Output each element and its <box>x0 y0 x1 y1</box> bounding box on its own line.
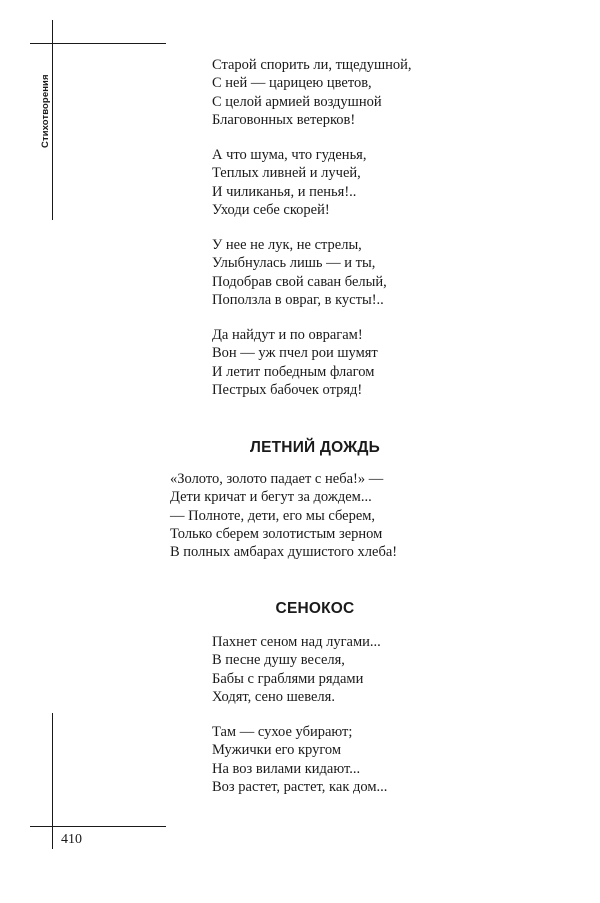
stanza-3 <box>212 236 387 309</box>
poem-line: Да найдут и по оврагам! <box>212 327 363 343</box>
stanza-2 <box>212 146 366 219</box>
stanza-1 <box>212 56 412 129</box>
running-head-text: Стихотворения <box>40 74 51 148</box>
poem-line: И летит победным флагом <box>212 363 375 380</box>
poem-line: Поползла в овраг, в кусты!.. <box>212 291 384 308</box>
poem-line: Мужички его кругом <box>212 742 342 759</box>
poem-line: У нее не лук, не стрелы, <box>212 237 362 253</box>
poem-line: В полных амбарах душистого хлеба! <box>170 544 398 561</box>
poem-line: Уходи себе скорей! <box>212 201 330 218</box>
poem-line: Благовонных ветерков! <box>212 111 356 128</box>
bottom-horizontal-rule <box>30 826 166 827</box>
poem-line: С ней — царицею цветов, <box>212 75 372 92</box>
poem-line: Воз растет, растет, как дом... <box>212 778 388 795</box>
poem-line: — Полноте, дети, его мы сберем, <box>170 507 376 524</box>
poem-line: Вон — уж пчел рои шумят <box>212 345 378 362</box>
poem-line: А что шума, что гуденья, <box>212 147 367 163</box>
poem-line: Дети кричат и бегут за дождем... <box>170 489 372 506</box>
poem-line: В песне душу веселя, <box>212 652 345 669</box>
poem-line: «Золото, золото падает с неба!» — <box>170 471 384 487</box>
bottom-vertical-rule <box>52 713 53 849</box>
poem-line: Бабы с граблями рядами <box>212 670 364 687</box>
top-horizontal-rule <box>30 43 166 44</box>
poem-line: И чиликанья, и пенья!.. <box>212 183 357 200</box>
poem-line: Улыбнулась лишь — и ты, <box>212 255 376 272</box>
poem-line: С целой армией воздушной <box>212 93 382 110</box>
poem-line: На воз вилами кидают... <box>212 760 361 777</box>
page-number: 410 <box>61 832 82 847</box>
poem-line: Подобрав свой саван белый, <box>212 273 387 290</box>
stanza-4 <box>212 326 378 399</box>
haymaking-stanza-1 <box>212 633 381 706</box>
poem-line: Старой спорить ли, тщедушной, <box>212 57 412 73</box>
poem-title-summer-rain: ЛЕТНИЙ ДОЖДЬ <box>250 439 380 456</box>
poem-line: Ходят, сено шевеля. <box>212 688 335 705</box>
summer-rain-stanza <box>170 470 397 561</box>
poem-line: Пестрых бабочек отряд! <box>212 381 363 398</box>
running-head <box>40 74 54 148</box>
poem-line: Там — сухое убирают; <box>212 724 353 740</box>
haymaking-stanza-2 <box>212 723 387 796</box>
poem-line: Пахнет сеном над лугами... <box>212 634 381 650</box>
poem-line: Теплых ливней и лучей, <box>212 165 361 182</box>
poem-line: Только сберем золотистым зерном <box>170 525 383 542</box>
poem-title-haymaking: СЕНОКОС <box>275 600 355 617</box>
